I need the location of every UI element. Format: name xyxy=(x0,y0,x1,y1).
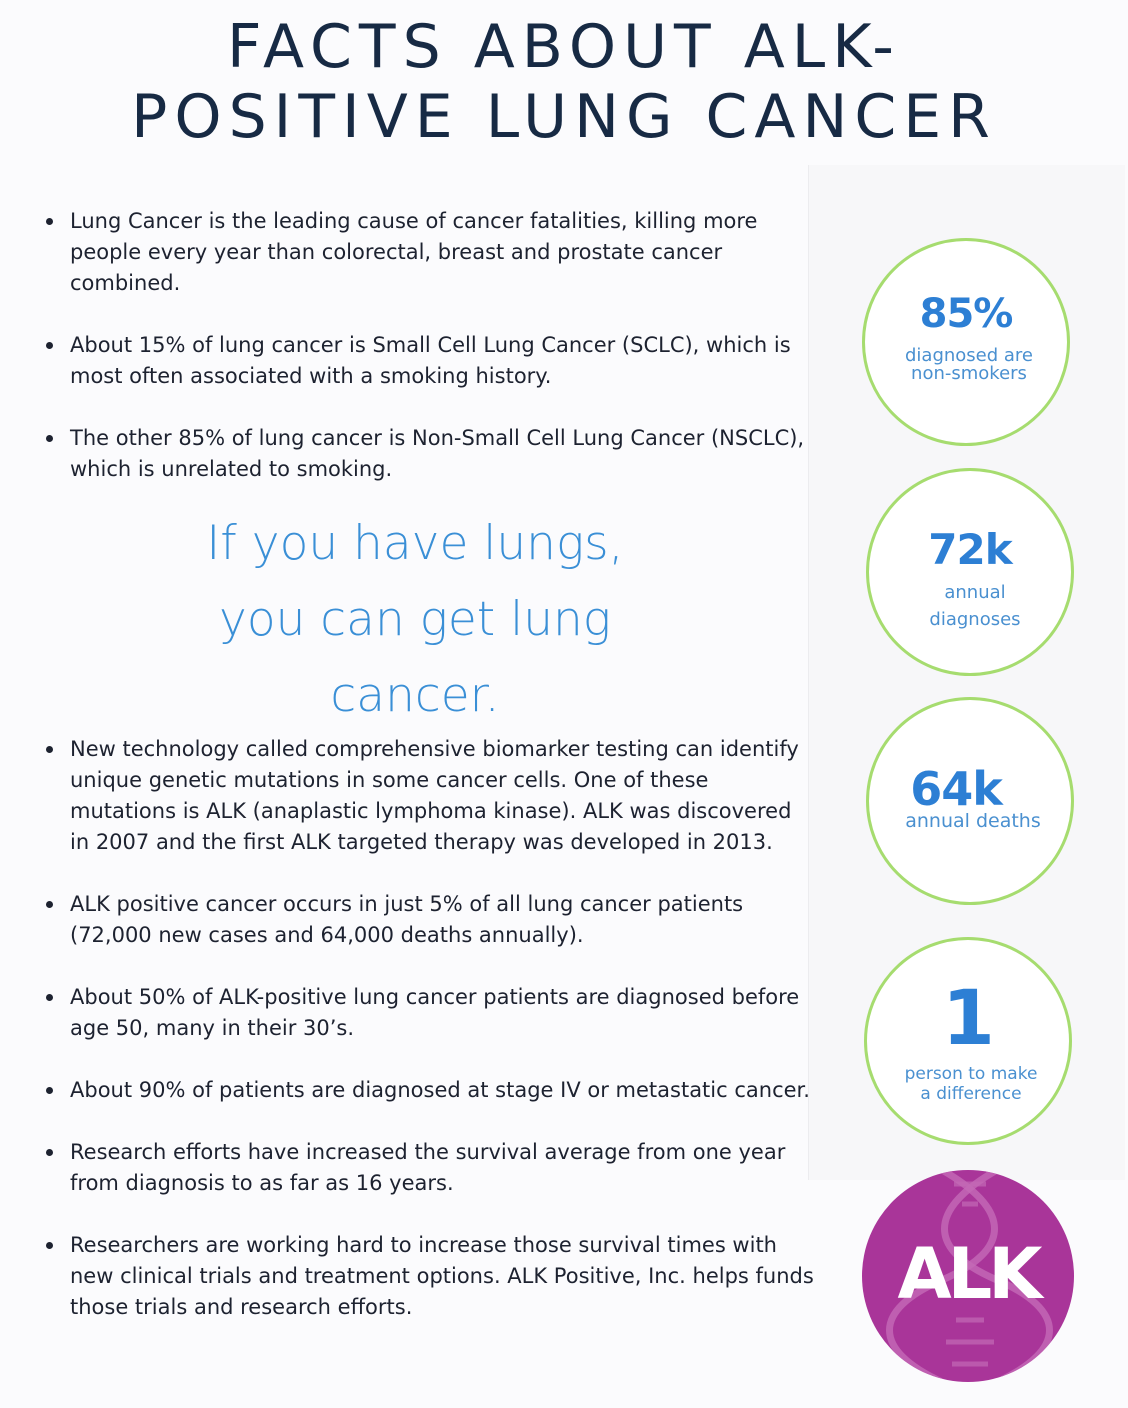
fact-item xyxy=(44,982,814,1044)
page-title xyxy=(0,12,1128,152)
stat-label xyxy=(879,347,1059,383)
fact-item xyxy=(44,330,814,392)
fact-text: About 15% of lung cancer is Small Cell Lung Cancer (SCLC), which is most often associated with a smoking history. xyxy=(70,333,791,388)
stat-label xyxy=(883,812,1063,830)
fact-text: New technology called comprehensive biomarker testing can identify unique genetic mutations in some cancer cells. One of these mutations is ALK (anaplastic lymphoma kinase). ALK was discovered in 2007 and the first ALK targeted therapy was developed in 2013. xyxy=(70,737,799,854)
fact-text: Research efforts have increased the survival average from one year from diagnosis to as far as 16 years. xyxy=(70,1140,786,1195)
stat-label xyxy=(885,579,1065,633)
fact-text: About 90% of patients are diagnosed at stage IV or metastatic cancer. xyxy=(70,1078,810,1102)
stat-label-line-1: diagnosed are xyxy=(904,345,1033,366)
slogan xyxy=(120,506,710,734)
fact-item xyxy=(44,734,814,858)
bullet-icon xyxy=(46,901,53,908)
fact-item xyxy=(44,889,814,951)
bullet-icon xyxy=(46,1149,53,1156)
stat-circle-non-smokers xyxy=(862,238,1070,446)
stat-value: 64k xyxy=(910,762,1002,816)
stat-label-line-1: annual xyxy=(944,582,1006,603)
facts-list-bottom xyxy=(44,734,814,1323)
alk-logo xyxy=(862,1170,1074,1382)
stat-value: 85% xyxy=(919,291,1013,337)
fact-item xyxy=(44,423,814,485)
bullet-icon xyxy=(46,746,53,753)
stat-value: 1 xyxy=(942,973,994,1062)
fact-text: Researchers are working hard to increase those survival times with new clinical trials and treatment options. ALK Positive, Inc. helps funds those trials and research efforts. xyxy=(70,1233,814,1319)
bullet-icon xyxy=(46,994,53,1001)
slogan-line-3: cancer. xyxy=(330,668,500,723)
stat-circle-deaths xyxy=(866,697,1074,905)
bullet-icon xyxy=(46,218,53,225)
fact-item xyxy=(44,1230,814,1323)
alk-logo-text: ALK xyxy=(897,1233,1039,1315)
title-line-2: POSITIVE LUNG CANCER xyxy=(131,82,997,152)
bullet-icon xyxy=(46,435,53,442)
fact-item xyxy=(44,1137,814,1199)
fact-text: Lung Cancer is the leading cause of cancer fatalities, killing more people every year than colorectal, breast and prostate cancer combined. xyxy=(70,209,758,295)
bullet-icon xyxy=(46,1242,53,1249)
slogan-line-1: If you have lungs, xyxy=(206,516,624,571)
stat-label-line-2: a difference xyxy=(920,1084,1022,1104)
fact-text: About 50% of ALK-positive lung cancer patients are diagnosed before age 50, many in their 30’s. xyxy=(70,985,800,1040)
fact-item xyxy=(44,206,814,299)
fact-text: ALK positive cancer occurs in just 5% of all lung cancer patients (72,000 new cases and 64,000 deaths annually). xyxy=(70,892,744,947)
stat-label xyxy=(881,1064,1061,1104)
title-line-1: FACTS ABOUT ALK- xyxy=(227,12,901,82)
facts-list-top xyxy=(44,206,814,485)
stat-circle-one-person xyxy=(864,937,1072,1145)
stat-label-line-2: diagnoses xyxy=(929,609,1021,630)
bullet-icon xyxy=(46,342,53,349)
slogan-line-2: you can get lung xyxy=(219,592,611,647)
fact-text: The other 85% of lung cancer is Non-Small Cell Lung Cancer (NSCLC), which is unrelated to smoking. xyxy=(70,426,805,481)
stat-value: 72k xyxy=(928,525,1012,574)
stat-circle-diagnoses xyxy=(866,468,1074,676)
stat-label-line-1: annual deaths xyxy=(905,810,1041,832)
fact-item xyxy=(44,1075,814,1106)
bullet-icon xyxy=(46,1087,53,1094)
stat-label-line-2: non-smokers xyxy=(911,363,1027,384)
stat-label-line-1: person to make xyxy=(904,1064,1038,1084)
